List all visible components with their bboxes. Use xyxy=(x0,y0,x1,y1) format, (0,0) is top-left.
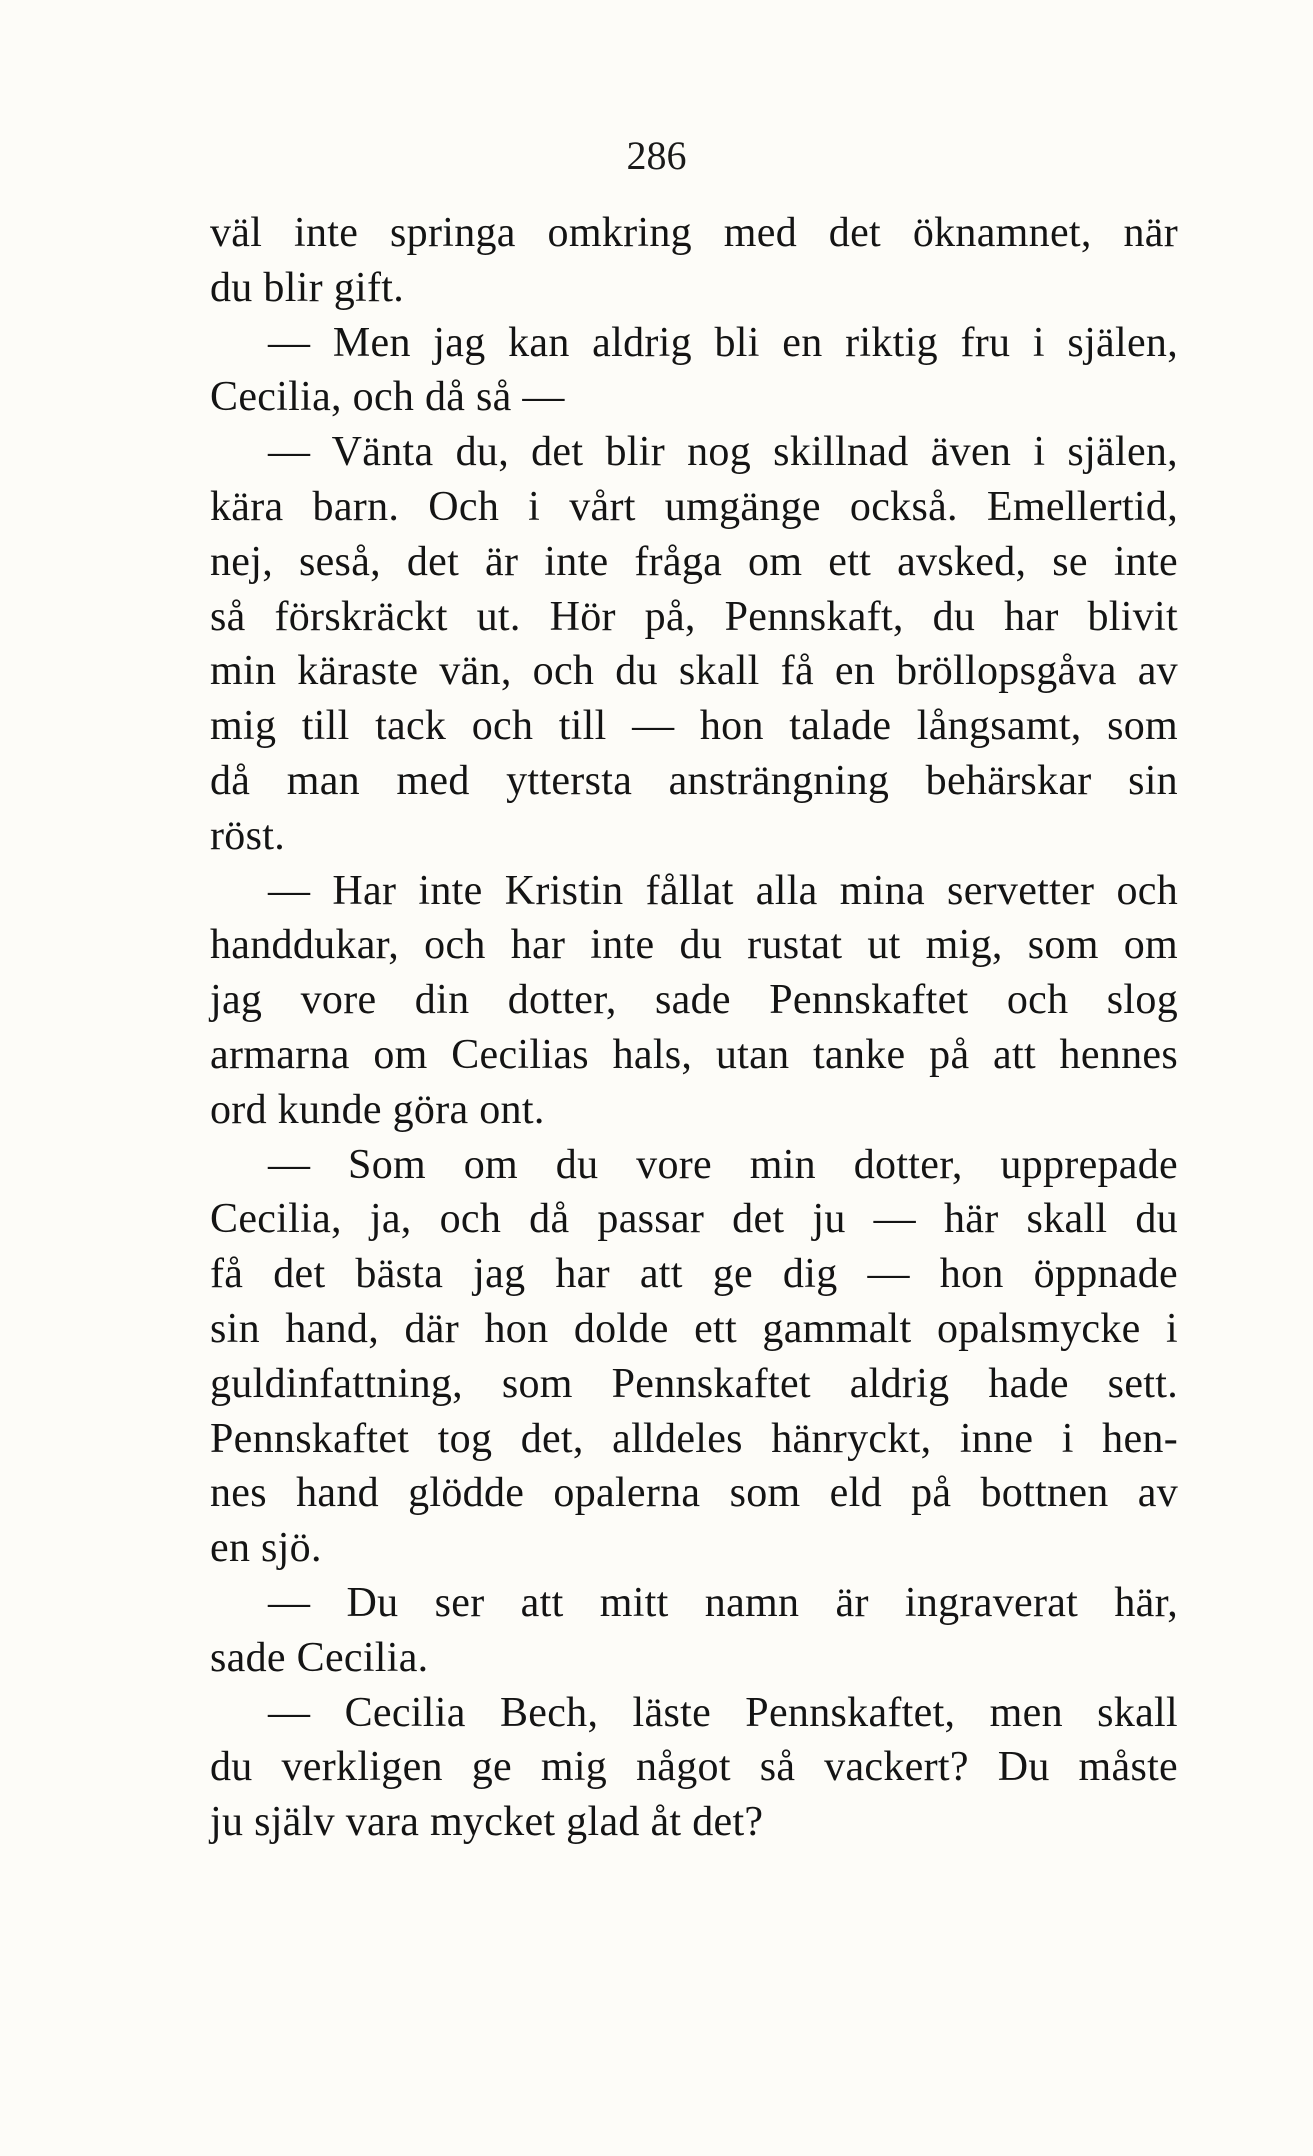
text-line: så förskräckt ut. Hör på, Pennskaft, du har blivit xyxy=(210,593,1178,640)
text-line: min käraste vän, och du skall få en bröllopsgåva av xyxy=(210,648,1178,695)
text-line: Cecilia, och då så — xyxy=(210,374,565,421)
text-line: — Men jag kan aldrig bli en riktig fru i själen, xyxy=(268,319,1178,366)
text-line: du verkligen ge mig något så vackert? Du måste xyxy=(210,1744,1178,1791)
text-line: nej, seså, det är inte fråga om ett avsked, se inte xyxy=(210,538,1178,585)
text-line: få det bästa jag har att ge dig — hon öppnade xyxy=(210,1251,1178,1298)
text-line: jag vore din dotter, sade Pennskaftet och slog xyxy=(210,977,1178,1024)
text-line: mig till tack och till — hon talade långsamt, som xyxy=(210,703,1178,750)
body-text xyxy=(210,206,1178,1850)
text-line: nes hand glödde opalerna som eld på bottnen av xyxy=(210,1470,1178,1517)
text-line: — Du ser att mitt namn är ingraverat här, xyxy=(268,1579,1178,1626)
text-line: — Vänta du, det blir nog skillnad även i själen, xyxy=(268,429,1178,476)
text-line: Cecilia, ja, och då passar det ju — här skall du xyxy=(210,1196,1178,1243)
text-line: ord kunde göra ont. xyxy=(210,1086,545,1133)
text-line: — Har inte Kristin fållat alla mina servetter och xyxy=(268,867,1178,914)
text-line: väl inte springa omkring med det öknamnet, när xyxy=(210,210,1178,256)
text-line: en sjö. xyxy=(210,1525,322,1572)
text-line: handdukar, och har inte du rustat ut mig, som om xyxy=(210,922,1178,969)
text-line: — Cecilia Bech, läste Pennskaftet, men skall xyxy=(268,1689,1178,1736)
text-line: guldinfattning, som Pennskaftet aldrig hade sett. xyxy=(210,1360,1178,1407)
page-number: 286 xyxy=(626,133,687,178)
text-line: då man med yttersta ansträngning behärskar sin xyxy=(210,757,1178,804)
text-line: kära barn. Och i vårt umgänge också. Emellertid, xyxy=(210,483,1178,530)
text-line: sin hand, där hon dolde ett gammalt opalsmycke i xyxy=(210,1305,1178,1352)
text-line: — Som om du vore min dotter, upprepade xyxy=(268,1141,1178,1188)
text-line: armarna om Cecilias hals, utan tanke på att hennes xyxy=(210,1031,1178,1078)
text-line: sade Cecilia. xyxy=(210,1634,429,1681)
text-line: Pennskaftet tog det, alldeles hänryckt, inne i hen- xyxy=(210,1415,1178,1462)
text-line: röst. xyxy=(210,812,285,859)
text-line: du blir gift. xyxy=(210,264,405,311)
text-line: ju själv vara mycket glad åt det? xyxy=(210,1799,764,1846)
